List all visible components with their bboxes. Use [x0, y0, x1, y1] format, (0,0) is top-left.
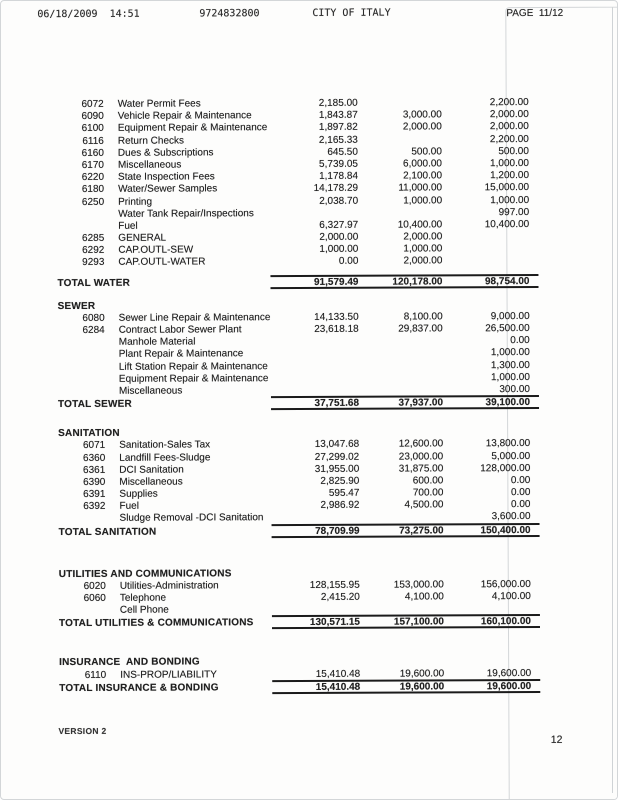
amount-col1: 14,178.29 — [313, 183, 359, 195]
row-label: SANITATION — [58, 427, 120, 440]
account-description: Miscellaneous — [117, 159, 182, 171]
amount-col2: 2,000.00 — [402, 121, 442, 133]
account-description: Water Permit Fees — [117, 98, 201, 110]
account-description — [119, 411, 299, 412]
account-code: 6220 — [81, 171, 105, 184]
table-row — [2, 629, 618, 658]
amount-col2: 19,600.00 — [399, 667, 445, 680]
amount-col3: 1,000.00 — [490, 157, 529, 170]
row-label: TOTAL UTILITIES & COMMUNICATIONS — [58, 617, 254, 630]
amount-col2: 500.00 — [411, 146, 442, 158]
account-description: Utilities-Administration — [119, 580, 219, 592]
account-code: 6392 — [83, 501, 106, 513]
amount-col2: 73,275.00 — [399, 525, 444, 537]
row-label: TOTAL INSURANCE & BONDING — [59, 682, 219, 694]
account-description — [120, 630, 300, 631]
amount-col3: 150,400.00 — [480, 524, 531, 536]
account-code: 6390 — [83, 476, 106, 488]
amount-col1: 1,178.84 — [319, 170, 359, 183]
amount-col1: 130,571.15 — [309, 617, 360, 629]
amount-col3: 997.00 — [498, 206, 530, 218]
amount-col2: 1,000.00 — [403, 194, 443, 207]
amount-col2: 11,000.00 — [398, 182, 443, 194]
amount-col3: 19,600.00 — [486, 667, 532, 679]
amount-col2: 31,875.00 — [398, 463, 444, 475]
account-code: 6116 — [82, 135, 104, 147]
account-description: Cell Phone — [119, 604, 169, 616]
amount-col1: 15,410.48 — [315, 668, 361, 680]
amount-col1: 2,185.00 — [318, 97, 358, 109]
amount-col3: 4,100.00 — [491, 590, 531, 603]
amount-col3: 13,800.00 — [485, 438, 531, 450]
amount-col3: 9,000.00 — [490, 310, 530, 322]
account-description — [119, 427, 299, 428]
amount-col1: 0.00 — [338, 256, 359, 268]
account-description — [119, 290, 299, 291]
amount-col2: 29,837.00 — [398, 323, 443, 335]
account-description: GENERAL — [118, 232, 167, 244]
amount-col1: 2,000.00 — [319, 231, 359, 243]
account-code: 6285 — [82, 232, 105, 245]
account-description: Plant Repair & Maintenance — [118, 348, 244, 361]
amount-col1: 128,155.95 — [309, 579, 360, 591]
amount-col3: 1,000.00 — [490, 347, 530, 359]
amount-col1: 595.47 — [328, 487, 360, 499]
amount-col2: 2,000.00 — [403, 255, 443, 267]
amount-col1: 645.50 — [327, 146, 358, 158]
account-code: 6160 — [81, 147, 104, 159]
account-code: 6170 — [81, 159, 104, 171]
account-code: 6072 — [81, 98, 104, 110]
amount-col2: 3,000.00 — [402, 109, 442, 121]
scan-edge-artifact — [612, 7, 613, 793]
account-description: Equipment Repair & Maintenance — [117, 122, 268, 135]
amount-col3: 2,200.00 — [489, 133, 529, 145]
amount-col3: 0.00 — [510, 487, 531, 499]
account-code: 6284 — [82, 324, 105, 336]
amount-col3: 0.00 — [510, 499, 531, 511]
amount-col2: 4,100.00 — [404, 591, 444, 603]
account-description: INS-PROP/LIABILITY — [120, 668, 217, 681]
row-label: TOTAL WATER — [57, 277, 131, 289]
account-code: 6020 — [83, 580, 106, 592]
account-description: Miscellaneous — [118, 385, 183, 397]
account-code: 6090 — [81, 111, 104, 123]
amount-col1: 13,047.68 — [314, 439, 360, 451]
row-label: TOTAL SANITATION — [58, 526, 157, 538]
account-description: Printing — [118, 196, 153, 208]
account-description: Return Checks — [117, 135, 185, 147]
table-row — [2, 537, 618, 569]
page-indicator: PAGE 11/12 — [505, 4, 618, 800]
amount-col1: 14,133.50 — [314, 311, 359, 323]
amount-col3: 1,200.00 — [490, 170, 530, 182]
account-code: 6080 — [82, 312, 105, 324]
amount-col2: 2,100.00 — [403, 170, 443, 182]
account-description: Telephone — [119, 592, 167, 604]
amount-col3: 156,000.00 — [480, 578, 531, 591]
amount-col3: 500.00 — [498, 145, 529, 157]
amount-col3: 3,600.00 — [491, 511, 531, 523]
account-code: 6180 — [81, 184, 105, 196]
row-label: TOTAL SEWER — [57, 398, 132, 411]
account-description: Lift Station Repair & Maintenance — [118, 360, 268, 373]
fax-number: 9724832800 — [199, 8, 260, 20]
amount-col1: 5,739.05 — [319, 158, 358, 170]
fax-header — [0, 7, 615, 24]
amount-col1: 27,299.02 — [314, 451, 360, 463]
account-description: Fuel — [119, 500, 139, 513]
row-label: INSURANCE AND BONDING — [59, 656, 200, 669]
amount-col3: 26,500.00 — [485, 323, 530, 335]
amount-col3: 300.00 — [499, 383, 530, 396]
amount-col3: 39,100.00 — [485, 397, 531, 409]
account-description: Water/Sewer Samples — [118, 183, 218, 196]
account-description: Dues & Subscriptions — [117, 147, 214, 159]
account-description: Contract Labor Sewer Plant — [118, 324, 242, 336]
amount-col2: 153,000.00 — [393, 579, 444, 591]
account-description: Miscellaneous — [119, 476, 183, 488]
account-description — [118, 269, 298, 270]
account-code: 6292 — [82, 245, 105, 257]
account-description: Water Tank Repair/Inspections — [118, 207, 254, 220]
version-label: VERSION 2 — [58, 725, 107, 737]
amount-col3: 160,100.00 — [480, 616, 531, 628]
amount-col1: 2,825.90 — [320, 475, 360, 487]
amount-col2: 6,000.00 — [403, 158, 442, 170]
account-description — [119, 300, 299, 301]
account-code: 6360 — [82, 452, 106, 464]
account-code: 6250 — [81, 196, 105, 208]
account-description — [120, 539, 300, 540]
amount-col2: 700.00 — [412, 487, 444, 499]
account-description: DCI Sanitation — [119, 464, 184, 476]
amount-col3: 0.00 — [510, 474, 531, 486]
row-label: SEWER — [57, 300, 96, 312]
amount-col2: 12,600.00 — [398, 438, 444, 450]
amount-col2: 600.00 — [412, 475, 444, 487]
amount-col1: 2,415.20 — [320, 591, 360, 603]
amount-col3: 1,000.00 — [490, 194, 530, 206]
account-description: CAP.OUTL-WATER — [118, 256, 206, 269]
amount-col1: 37,751.68 — [314, 397, 360, 410]
amount-col3: 98,754.00 — [484, 275, 530, 287]
amount-col2: 10,400.00 — [397, 219, 443, 231]
amount-col3: 10,400.00 — [484, 218, 530, 231]
account-description: Fuel — [118, 220, 138, 232]
amount-col3: 1,300.00 — [490, 359, 530, 371]
budget-table — [0, 97, 618, 696]
amount-col2: 157,100.00 — [393, 616, 444, 628]
amount-col2: 2,000.00 — [403, 231, 443, 243]
account-description: Sludge Removal -DCI Sanitation — [119, 512, 264, 525]
account-code: 6100 — [81, 123, 104, 135]
amount-col3: 2,000.00 — [489, 121, 529, 133]
amount-col1: 2,038.70 — [319, 195, 359, 207]
fax-datetime: 06/18/2009 14:51 — [37, 8, 140, 21]
amount-col3: 15,000.00 — [484, 182, 530, 194]
amount-col2: 1,000.00 — [403, 243, 443, 255]
amount-col3: 2,000.00 — [489, 109, 529, 121]
amount-col2: 8,100.00 — [403, 311, 443, 323]
account-description: Landfill Fees-Sludge — [119, 451, 211, 464]
amount-col2: 37,937.00 — [398, 397, 444, 409]
amount-col1: 91,579.49 — [313, 276, 359, 288]
amount-col2: 19,600.00 — [399, 681, 445, 693]
page-number: 12 — [550, 733, 563, 746]
amount-col3: 2,200.00 — [489, 97, 529, 109]
amount-col1: 1,843.87 — [318, 109, 358, 122]
account-code: 6361 — [83, 464, 106, 476]
account-description: Equipment Repair & Maintenance — [118, 372, 269, 385]
amount-col2: 23,000.00 — [398, 450, 444, 463]
amount-col1: 1,897.82 — [318, 122, 358, 134]
amount-col3: 19,600.00 — [486, 680, 532, 692]
account-code: 6071 — [82, 440, 106, 452]
amount-col3: 0.00 — [510, 335, 530, 347]
amount-col1: 23,618.18 — [314, 323, 359, 335]
account-description: CAP.OUTL-SEW — [118, 244, 194, 257]
amount-col1: 15,410.48 — [315, 681, 361, 693]
account-description: Sanitation-Sales Tax — [119, 439, 211, 452]
amount-col2: 120,178.00 — [392, 276, 443, 288]
account-code: 6391 — [83, 488, 106, 501]
amount-col1: 31,955.00 — [314, 463, 360, 475]
amount-col3: 5,000.00 — [491, 450, 531, 462]
amount-col1: 6,327.97 — [319, 219, 359, 231]
amount-col3: 1,000.00 — [490, 371, 530, 383]
account-code: 6060 — [83, 592, 106, 604]
account-description: Supplies — [119, 488, 158, 500]
amount-col1: 2,165.33 — [318, 134, 358, 146]
account-description: Vehicle Repair & Maintenance — [117, 110, 252, 122]
amount-col1: 1,000.00 — [319, 243, 359, 256]
account-code: 9293 — [82, 257, 105, 269]
row-label: UTILITIES AND COMMUNICATIONS — [58, 567, 232, 580]
amount-col2: 4,500.00 — [404, 499, 444, 511]
document-title: CITY OF ITALY — [312, 7, 391, 19]
account-code: 6110 — [84, 669, 107, 681]
account-description: State Inspection Fees — [117, 171, 215, 183]
table-row — [2, 679, 618, 696]
amount-col3: 128,000.00 — [480, 462, 531, 474]
amount-col1: 2,986.92 — [320, 499, 360, 512]
account-description: Sewer Line Repair & Maintenance — [118, 311, 271, 324]
account-description: Manhole Material — [118, 336, 196, 348]
amount-col1: 78,709.99 — [315, 525, 360, 537]
